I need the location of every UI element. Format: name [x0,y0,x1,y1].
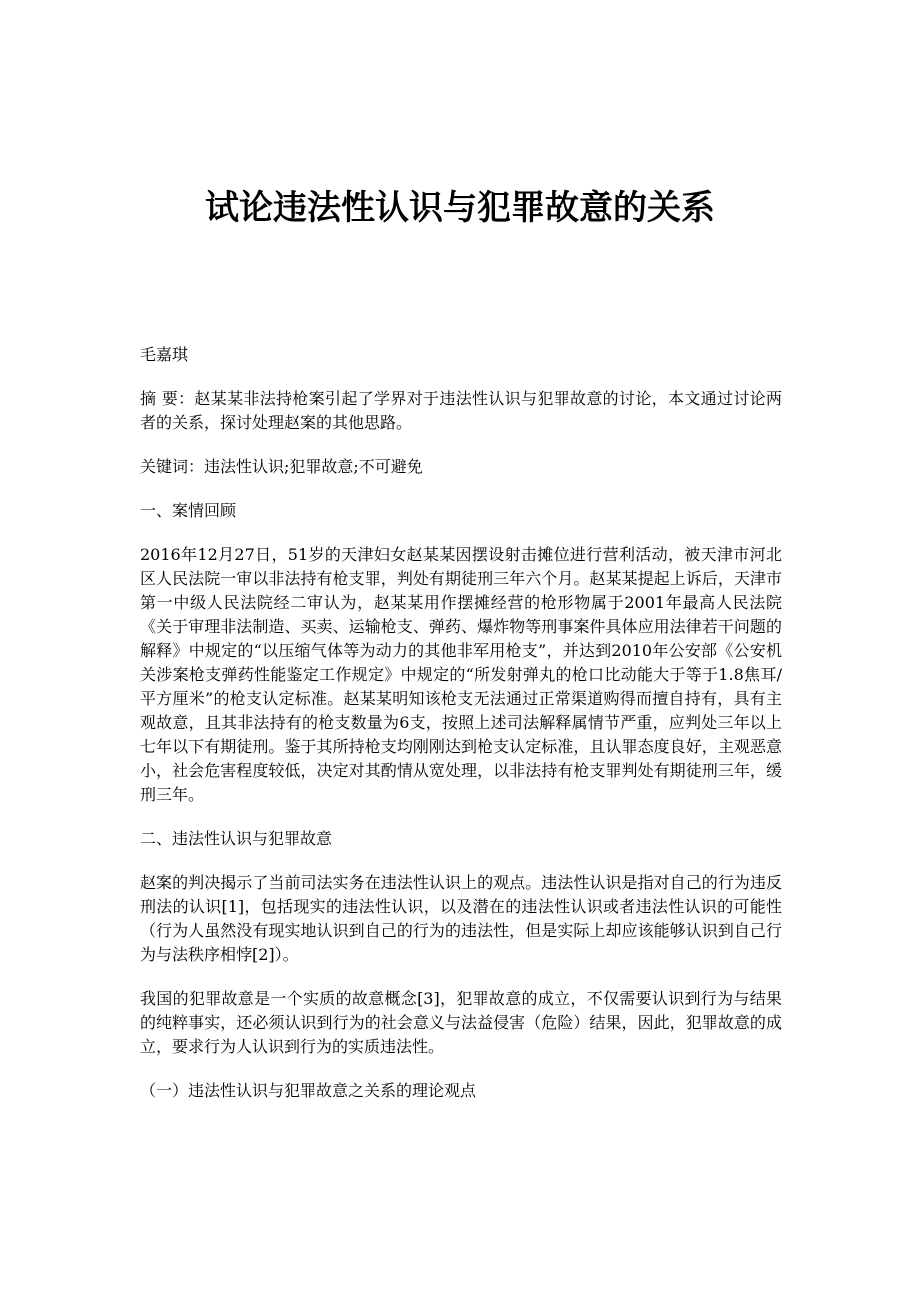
section-paragraph-illegality-definition: 赵案的判决揭示了当前司法实务在违法性认识上的观点。违法性认识是指对自己的行为违反刑法的认识[1]，包括现实的违法性认识，以及潜在的违法性认识或者违法性认识的可能性（行为人虽然没有现实地认识到自己的行为的违法性，但是实际上却应该能够认识到自己行为与法秩序相悖[2]）。 [140,873,782,964]
subsection-heading-theories: （一）违法性认识与犯罪故意之关系的理论观点 [140,1081,477,1100]
section-heading-illegality-awareness: 二、违法性认识与犯罪故意 [140,829,333,848]
document-title: 试论违法性认识与犯罪故意的关系 [205,188,715,228]
abstract: 摘 要：赵某某非法持枪案引起了学界对于违法性认识与犯罪故意的讨论，本文通过讨论两者的关系，探讨处理赵案的其他思路。 [140,389,782,432]
section-paragraph-case-review: 2016年12月27日，51岁的天津妇女赵某某因摆设射击摊位进行营利活动，被天津市河北区人民法院一审以非法持有枪支罪，判处有期徒刑三年六个月。赵某某提起上诉后，天津市第一中级人民法院经二审认为，赵某某用作摆摊经营的枪形物属于2001年最高人民法院《关于审理非法制造、买卖、运输枪支、弹药、爆炸物等刑事案件具体应用法律若干问题的解释》中规定的“以压缩气体等为动力的其他非军用枪支”，并达到2010年公安部《公安机关涉案枪支弹药性能鉴定工作规定》中规定的“所发射弹丸的枪口比动能大于等于1.8焦耳/平方厘米”的枪支认定标准。赵某某明知该枪支无法通过正常渠道购得而擅自持有，具有主观故意，且其非法持有的枪支数量为6支，按照上述司法解释属情节严重，应判处三年以上七年以下有期徒刑。鉴于其所持枪支均刚刚达到枪支认定标准，且认罪态度良好，主观恶意小，社会危害程度较低，决定对其酌情从宽处理，以非法持有枪支罪判处有期徒刑三年，缓刑三年。 [140,545,782,804]
section-heading-case-review: 一、案情回顾 [140,501,237,520]
keywords: 关键词：违法性认识;犯罪故意;不可避免 [140,457,423,476]
author-name: 毛嘉琪 [140,345,189,364]
document-body [140,343,782,1123]
section-paragraph-criminal-intent: 我国的犯罪故意是一个实质的故意概念[3]，犯罪故意的成立，不仅需要认识到行为与结果的纯粹事实，还必须认识到行为的社会意义与法益侵害（危险）结果，因此，犯罪故意的成立，要求行为人认识到行为的实质违法性。 [140,989,782,1056]
